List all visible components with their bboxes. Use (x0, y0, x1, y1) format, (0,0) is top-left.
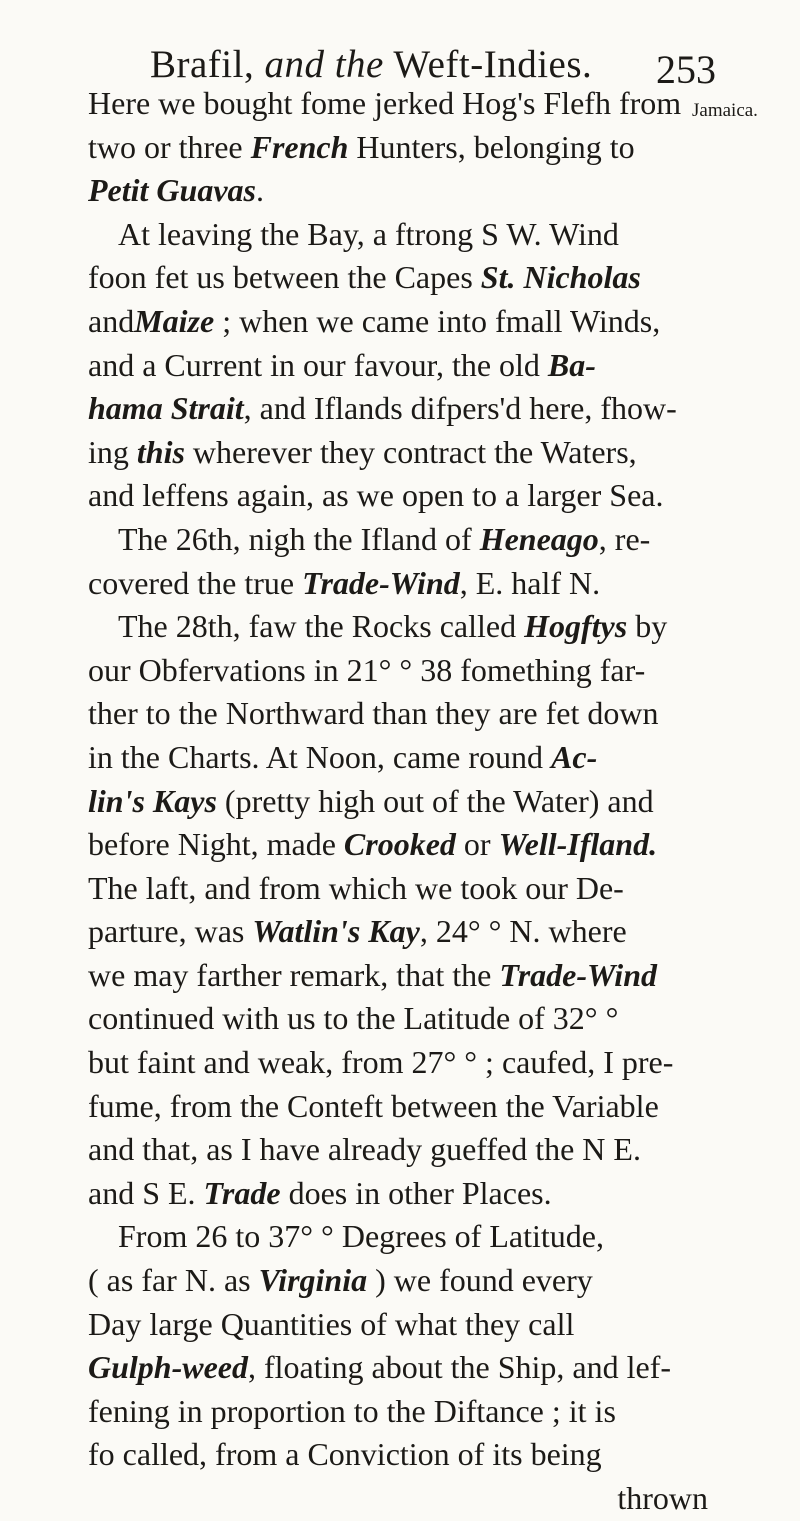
text-segment: and leffens again, as we open to a larger Sea. (88, 477, 664, 514)
text-line (88, 213, 718, 257)
text-line (88, 692, 718, 736)
text-segment: and that, as I have already gueffed the N E. (88, 1131, 641, 1168)
text-segment: ing (88, 433, 137, 470)
text-segment: or (455, 826, 499, 863)
italic-text: hama Strait (88, 390, 244, 427)
italic-text: Trade-Wind (302, 564, 460, 601)
text-line (88, 1172, 718, 1216)
text-line (88, 344, 718, 388)
text-line (88, 1128, 718, 1172)
text-line (88, 1041, 718, 1085)
text-line (88, 823, 718, 867)
text-segment: two or three (88, 128, 251, 165)
running-title-part2: Weft-Indies. (383, 43, 593, 86)
text-segment: The 26th, nigh the Ifland of (118, 520, 480, 557)
text-segment: . (255, 172, 264, 209)
text-segment: At leaving the Bay, a ftrong S W. Wind (118, 215, 619, 252)
text-line (88, 518, 718, 562)
italic-text: Heneago (479, 520, 599, 557)
text-line (88, 1215, 718, 1259)
text-line (88, 954, 718, 998)
text-segment: wherever they contract the Waters, (184, 433, 637, 470)
text-line (88, 910, 718, 954)
text-segment: Day large Quantities of what they call (88, 1305, 575, 1342)
text-line (88, 474, 718, 518)
italic-text: Ac- (551, 738, 598, 775)
text-segment: Hunters, belonging to (348, 128, 635, 165)
text-line (88, 300, 718, 344)
text-line (88, 997, 718, 1041)
text-line (88, 1346, 718, 1390)
text-segment: fume, from the Conteft between the Variable (88, 1087, 659, 1124)
text-line (88, 1303, 718, 1347)
text-segment: ; when we came into fmall Winds, (214, 302, 661, 339)
italic-text: Crooked (343, 826, 456, 863)
text-segment: fening in proportion to the Diftance ; it is (88, 1392, 616, 1429)
text-line (88, 431, 718, 475)
text-segment: before Night, made (88, 826, 344, 863)
running-title-part1: Brafil, (150, 43, 265, 86)
text-line (88, 736, 718, 780)
text-line (88, 82, 718, 126)
text-line (88, 605, 718, 649)
catchword (88, 1477, 718, 1521)
text-line (88, 1259, 718, 1303)
text-segment: foon fet us between the Capes (88, 259, 481, 296)
text-line (88, 256, 718, 300)
text-segment: , re- (598, 520, 651, 557)
italic-text: Maize (134, 302, 215, 339)
text-segment: , floating about the Ship, and lef- (248, 1349, 672, 1386)
text-segment: by (627, 608, 668, 645)
text-segment: but faint and weak, from 27° ° ; caufed, I pre- (88, 1044, 674, 1081)
text-segment: The laft, and from which we took our De- (88, 869, 624, 906)
text-segment: From 26 to 37° ° Degrees of Latitude, (118, 1218, 604, 1255)
text-line (88, 562, 718, 606)
text-line (88, 649, 718, 693)
text-line (88, 1085, 718, 1129)
text-segment: we may farther remark, that the (88, 956, 500, 993)
italic-text: Virginia (258, 1262, 368, 1299)
text-segment: ( as far N. as (88, 1262, 259, 1299)
italic-text: Hogftys (524, 608, 628, 645)
text-segment: and a Current in our favour, the old (88, 346, 548, 383)
running-title (150, 42, 592, 87)
text-segment: ther to the Northward than they are fet down (88, 695, 659, 732)
text-segment: , E. half N. (459, 564, 601, 601)
text-segment: and (88, 302, 135, 339)
text-segment: does in other Places. (280, 1174, 552, 1211)
italic-text: St. Nicholas (480, 259, 641, 296)
text-segment: parture, was (88, 913, 253, 950)
italic-text: Well-Ifland. (498, 826, 658, 863)
italic-text: French (250, 128, 349, 165)
italic-text: Trade-Wind (499, 956, 657, 993)
text-segment: Here we bought fome jerked Hog's Flefh from (88, 85, 682, 121)
text-segment: The 28th, faw the Rocks called (118, 608, 525, 645)
text-line (88, 1390, 718, 1434)
text-segment: ) we found every (367, 1262, 593, 1299)
text-segment: continued with us to the Latitude of 32° ° (88, 1000, 619, 1037)
text-segment: , and Iflands difpers'd here, fhow- (243, 390, 677, 427)
italic-text: Petit Guavas (88, 172, 256, 209)
italic-text: this (136, 433, 185, 470)
text-segment: in the Charts. At Noon, came round (88, 738, 552, 775)
page-number: 253 (656, 47, 716, 92)
text-line (88, 126, 718, 170)
italic-text: Trade (203, 1174, 281, 1211)
text-segment: and S E. (88, 1174, 204, 1211)
italic-text: Watlin's Kay (252, 913, 420, 950)
text-segment: (pretty high out of the Water) and (216, 782, 654, 819)
text-segment: , 24° ° N. where (419, 913, 627, 950)
text-segment: our Obfervations in 21° ° 38 fomething far- (88, 651, 646, 688)
italic-text: Gulph-weed (88, 1349, 248, 1386)
running-title-italic: and the (264, 43, 384, 86)
text-line (88, 169, 718, 213)
text-segment: fo called, from a Conviction of its being (88, 1436, 602, 1473)
text-segment: covered the true (88, 564, 303, 601)
text-line (88, 780, 718, 824)
italic-text: Ba- (547, 346, 596, 383)
text-line (88, 867, 718, 911)
margin-note: Jamaica. (692, 100, 758, 121)
text-segment: thrown (617, 1480, 708, 1516)
text-line (88, 387, 718, 431)
text-line (88, 1433, 718, 1477)
body-text (88, 82, 718, 1521)
italic-text: lin's Kays (88, 782, 217, 819)
